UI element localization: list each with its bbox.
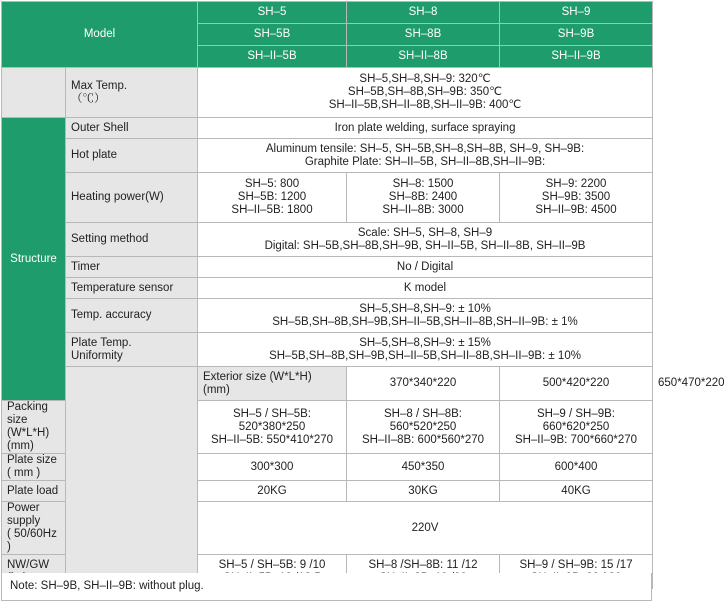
table-row — [2, 333, 653, 367]
plate-size-label: Plate size ( mm ) — [2, 454, 66, 481]
hot-plate-value: Aluminum tensile: SH–5, SH–5B,SH–8,SH–8B, SH–9, SH–9B: Graphite Plate: SH–II–5B, SH–II–8B,SH–II–9B: — [198, 139, 653, 173]
temp-sensor-value: K model — [198, 278, 653, 299]
table-row — [2, 139, 653, 173]
footnote: Note: SH–9B, SH–II–9B: without plug. — [1, 573, 652, 601]
packing-size-label: Packing size (W*L*H) (mm) — [2, 401, 66, 454]
table-row — [2, 173, 653, 223]
model-header: Model — [2, 2, 198, 68]
heating-power-label: Heating power(W) — [66, 173, 198, 223]
model-shii8b: SH–II–8B — [347, 46, 500, 68]
timer-value: No / Digital — [198, 257, 653, 278]
blank-group-cell — [66, 367, 198, 589]
nw-gw-9: SH–9 / SH–9B: 15 /17 — [500, 555, 653, 589]
exterior-size-5: 370*340*220 — [347, 367, 500, 401]
table-row — [2, 299, 653, 333]
plate-load-5: 20KG — [198, 481, 347, 502]
setting-method-label: Setting method — [66, 223, 198, 257]
model-shii5b: SH–II–5B — [198, 46, 347, 68]
plate-load-8: 30KG — [347, 481, 500, 502]
table-row — [2, 223, 653, 257]
max-temp-value: SH–5,SH–8,SH–9: 320℃ SH–5B,SH–8B,SH–9B: 350℃ SH–II–5B,SH–II–8B,SH–II–9B: 400℃ — [198, 68, 653, 118]
outer-shell-value: Iron plate welding, surface spraying — [198, 118, 653, 139]
model-sh9: SH–9 — [500, 2, 653, 24]
max-temp-label: Max Temp. （℃） — [66, 68, 198, 118]
plate-uniformity-value: SH–5,SH–8,SH–9: ± 15% SH–5B,SH–8B,SH–9B,SH–II–5B,SH–II–8B,SH–II–9B: ± 10% — [198, 333, 653, 367]
nw-gw-5: SH–5 / SH–5B: 9 /10 — [198, 555, 347, 589]
nw-gw-label: NW/GW — [2, 555, 66, 589]
temp-accuracy-label: Temp. accuracy — [66, 299, 198, 333]
table-row — [2, 278, 653, 299]
model-sh5: SH–5 — [198, 2, 347, 24]
hot-plate-label: Hot plate — [66, 139, 198, 173]
packing-size-9: SH–9 / SH–9B: 660*620*250 SH–II–9B: 700*660*270 — [500, 401, 653, 454]
exterior-size-label: Exterior size (W*L*H) (mm) — [198, 367, 347, 401]
heating-power-9: SH–9: 2200 SH–9B: 3500 SH–II–9B: 4500 — [500, 173, 653, 223]
plate-size-9: 600*400 — [500, 454, 653, 481]
nw-gw-8: SH–8 /SH–8B: 11 /12 — [347, 555, 500, 589]
heating-power-5: SH–5: 800 SH–5B: 1200 SH–II–5B: 1800 — [198, 173, 347, 223]
exterior-size-8: 500*420*220 — [500, 367, 653, 401]
heating-power-8: SH–8: 1500 SH–8B: 2400 SH–II–8B: 3000 — [347, 173, 500, 223]
temp-accuracy-value: SH–5,SH–8,SH–9: ± 10% SH–5B,SH–8B,SH–9B,SH–II–5B,SH–II–8B,SH–II–9B: ± 1% — [198, 299, 653, 333]
plate-load-label: Plate load — [2, 481, 66, 502]
model-sh8: SH–8 — [347, 2, 500, 24]
spec-table — [1, 1, 725, 589]
setting-method-value: Scale: SH–5, SH–8, SH–9 Digital: SH–5B,SH–8B,SH–9B, SH–II–5B, SH–II–8B, SH–II–9B — [198, 223, 653, 257]
model-sh9b: SH–9B — [500, 24, 653, 46]
plate-size-5: 300*300 — [198, 454, 347, 481]
outer-shell-label: Outer Shell — [66, 118, 198, 139]
power-supply-label: Power supply ( 50/60Hz ) — [2, 502, 66, 555]
table-row — [2, 68, 653, 118]
plate-size-8: 450*350 — [347, 454, 500, 481]
plate-load-9: 40KG — [500, 481, 653, 502]
structure-group-label: Structure — [2, 118, 66, 401]
table-row — [2, 257, 653, 278]
packing-size-8: SH–8 / SH–8B: 560*520*250 SH–II–8B: 600*560*270 — [347, 401, 500, 454]
packing-size-5: SH–5 / SH–5B: 520*380*250 SH–II–5B: 550*410*270 — [198, 401, 347, 454]
model-sh5b: SH–5B — [198, 24, 347, 46]
table-row — [2, 118, 653, 139]
model-sh8b: SH–8B — [347, 24, 500, 46]
model-shii9b: SH–II–9B — [500, 46, 653, 68]
table-row: Exterior size (W*L*H) (mm) 370*340*220 500*420*220 650*470*220 — [2, 367, 653, 401]
plate-uniformity-label: Plate Temp. Uniformity — [66, 333, 198, 367]
blank-group-cell — [2, 68, 66, 118]
power-supply-value: 220V — [198, 502, 653, 555]
timer-label: Timer — [66, 257, 198, 278]
temp-sensor-label: Temperature sensor — [66, 278, 198, 299]
header-row — [2, 2, 653, 24]
